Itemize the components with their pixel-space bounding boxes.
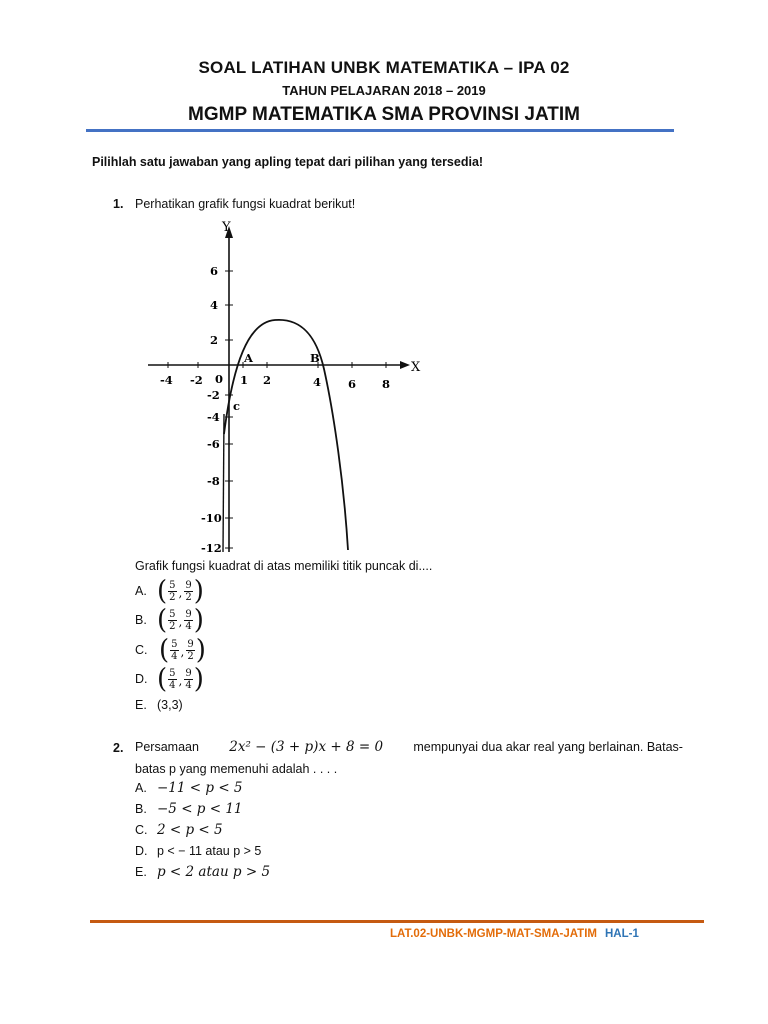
parabola-curve: [224, 320, 348, 550]
q1-option-a[interactable]: [135, 575, 204, 607]
q2-option-b[interactable]: B. −5 < p < 11: [135, 801, 243, 817]
q1-number: 1.: [113, 197, 124, 211]
doc-org: MGMP MATEMATIKA SMA PROVINSI JATIM: [188, 104, 580, 125]
q1-option-b[interactable]: [135, 604, 204, 636]
x-tick-label: 6: [348, 377, 357, 391]
footer-code: LAT.02-UNBK-MGMP-MAT-SMA-JATIM: [390, 928, 597, 940]
option-letter: D.: [135, 672, 148, 686]
doc-title: SOAL LATIHAN UNBK MATEMATIKA – IPA 02: [198, 58, 570, 77]
option-point: ( $\frac{5}{4}$ , $\frac{9}{2}$ ): [159, 634, 206, 666]
point-c-label: c: [233, 399, 241, 413]
option-point: ( $\frac{5}{4}$ , $\frac{9}{4}$ ): [157, 663, 204, 695]
x-tick-label: 0: [215, 372, 224, 386]
option-text: (3,3): [157, 698, 183, 712]
curve-left-branch: [223, 414, 224, 552]
q1-question: Grafik fungsi kuadrat di atas memiliki titik puncak di....: [135, 559, 433, 573]
y-tick-label: -10: [201, 511, 222, 525]
q1-option-e[interactable]: [135, 698, 183, 712]
q2-line2: batas p yang memenuhi adalah . . . .: [135, 762, 338, 776]
q2-line1-rest: mempunyai dua akar real yang berlainan. Batas-: [413, 740, 683, 754]
q2-prefix: Persamaan: [135, 740, 199, 754]
q1-parabola-graph: [138, 214, 428, 554]
q1-option-c[interactable]: [135, 634, 206, 666]
y-tick-label: 4: [210, 298, 219, 312]
q2-equation: 2x² − (3 + p)x + 8 = 0: [229, 739, 384, 755]
footer: [390, 928, 639, 940]
footer-divider: [90, 920, 704, 923]
option-letter: E.: [135, 698, 147, 712]
x-tick-label: 1: [240, 373, 249, 387]
y-tick-label: -6: [207, 437, 220, 451]
y-tick-label: -8: [207, 474, 220, 488]
option-point: ( $\frac{5}{2}$ , $\frac{9}{4}$ ): [157, 604, 204, 636]
x-tick-label: 8: [382, 377, 391, 391]
x-tick-label: -4: [160, 373, 173, 387]
y-tick-label: 6: [210, 264, 219, 278]
q2-option-c[interactable]: C. 2 < p < 5: [135, 822, 223, 838]
q2-line1: [135, 739, 683, 755]
x-axis-label: X: [411, 360, 421, 375]
doc-year: TAHUN PELAJARAN 2018 – 2019: [282, 83, 486, 98]
y-tick-label: -12: [201, 541, 222, 554]
q1-text: Perhatikan grafik fungsi kuadrat berikut!: [135, 197, 356, 211]
x-axis-arrow: [400, 361, 410, 369]
y-tick-label: -2: [207, 388, 220, 402]
q2-option-e[interactable]: E. p < 2 atau p > 5: [135, 864, 271, 880]
y-tick-label: 2: [210, 333, 219, 347]
header-divider: [86, 129, 674, 132]
q2-number: 2.: [113, 741, 124, 755]
option-letter: A.: [135, 584, 147, 598]
q2-option-a[interactable]: A. −11 < p < 5: [135, 780, 243, 796]
point-b-label: B: [310, 351, 320, 365]
y-tick-label: -4: [207, 410, 220, 424]
option-letter: B.: [135, 613, 147, 627]
q1-option-d[interactable]: [135, 663, 204, 695]
x-tick-label: 4: [313, 375, 322, 389]
x-tick-label: 2: [263, 373, 272, 387]
footer-page: HAL-1: [604, 928, 639, 940]
x-tick-label: -2: [190, 373, 203, 387]
instruction-text: Pilihlah satu jawaban yang apling tepat dari pilihan yang tersedia!: [92, 155, 484, 169]
q2-option-d[interactable]: D. p < − 11 atau p > 5: [135, 844, 262, 858]
option-point: ( $\frac{5}{2}$ , $\frac{9}{2}$ ): [157, 575, 204, 607]
point-a-label: A: [244, 351, 253, 365]
y-axis-label: Y: [222, 220, 231, 235]
option-letter: C.: [135, 643, 148, 657]
